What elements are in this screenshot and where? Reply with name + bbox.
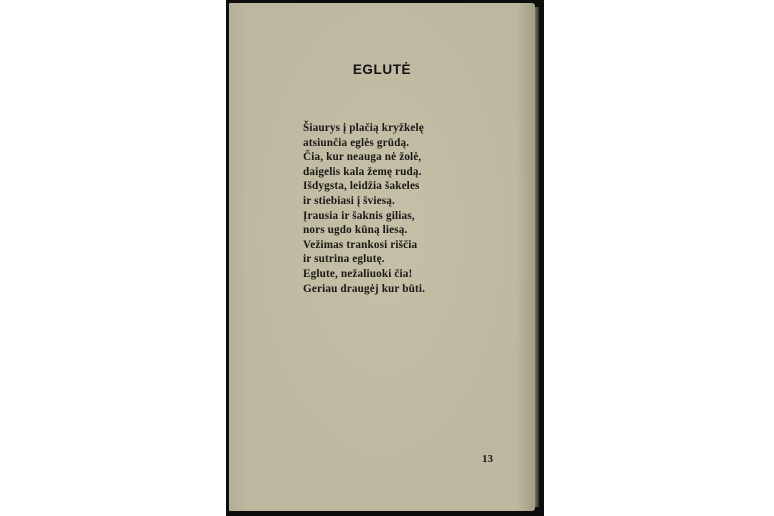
poem-line: ir sutrina eglutę. bbox=[303, 253, 385, 266]
poem-line: Čia, kur neauga nė žolė, bbox=[303, 151, 422, 164]
poem-line: Eglute, nežaliuoki čia! bbox=[303, 267, 413, 280]
poem-line: Vežimas trankosi riščia bbox=[303, 238, 418, 251]
poem-line: Išdygsta, leidžia šakeles bbox=[303, 180, 420, 193]
page-edge-shadow bbox=[535, 7, 539, 507]
poem-line: Įrausia ir šaknis gilias, bbox=[303, 209, 415, 222]
poem-line: ir stiebiasi į šviesą. bbox=[303, 194, 395, 207]
poem-line: Šiaurys į plačią kryžkelę bbox=[303, 122, 424, 134]
scanned-page-frame bbox=[226, 0, 544, 516]
book-page bbox=[229, 3, 535, 511]
poem-line: atsiunčia eglės grūdą. bbox=[303, 136, 410, 149]
poem-title: EGLUTĖ bbox=[352, 62, 412, 77]
poem-line: daigelis kala žemę rudą. bbox=[303, 165, 422, 178]
poem-text bbox=[303, 121, 425, 296]
poem-line: Geriau draugėj kur būti. bbox=[303, 282, 426, 295]
poem-line: nors ugdo kūną liesą. bbox=[303, 224, 408, 237]
page-number: 13 bbox=[482, 453, 493, 465]
